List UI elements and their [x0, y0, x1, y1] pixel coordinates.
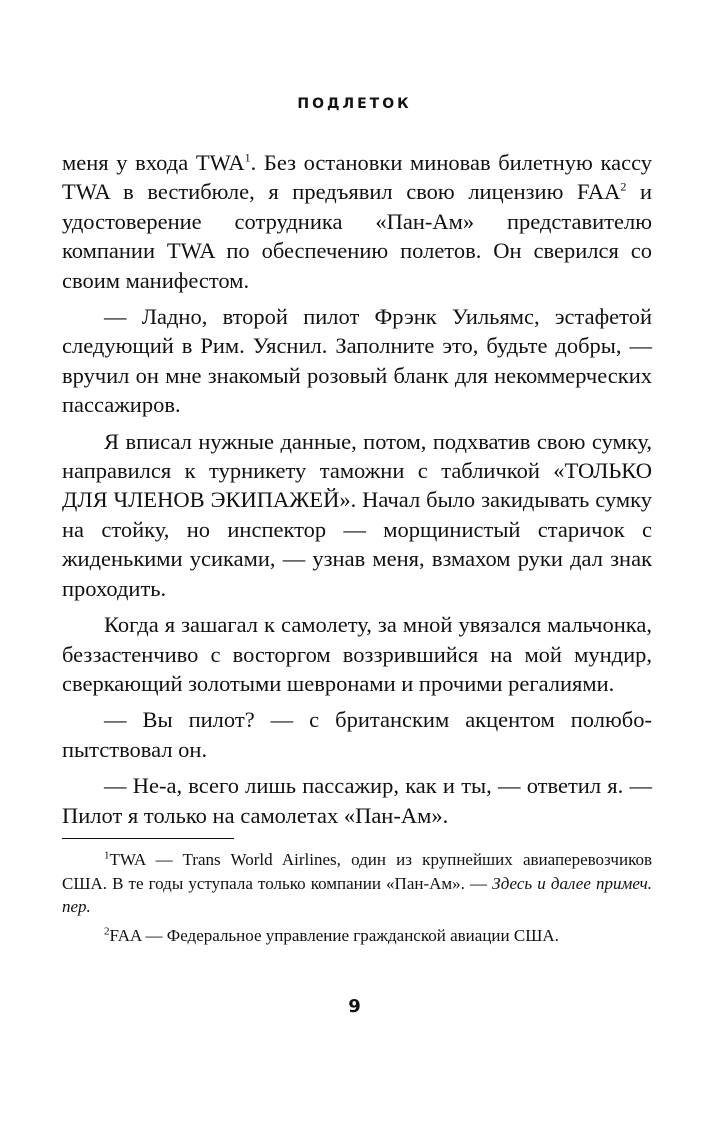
- footnote-2: [62, 924, 652, 948]
- paragraph-6: — Не-а, всего лишь пассажир, как и ты, — ответил я. — Пилот я только на самолетах «Пан-Ам».: [62, 773, 652, 828]
- footnote-2-mark: 2: [104, 924, 110, 937]
- paragraph-1: [62, 148, 652, 295]
- footnote-divider: [62, 838, 234, 839]
- paragraph-5: — Вы пилот? — с британским акцентом полюбопытствовал он.: [62, 707, 652, 762]
- running-head: ПОДЛЕТОК: [297, 96, 412, 112]
- paragraph-4: Когда я зашагал к самолету, за мной увязался мальчонка, беззастенчиво с восторгом воззрившийся на мой мундир, сверкающий золотыми шевронами и прочими регалиями.: [62, 612, 652, 696]
- paragraph-3: Я вписал нужные данные, потом, подхватив свою сумку, направился к турникету таможни с табличкой «ТОЛЬКО ДЛЯ ЧЛЕНОВ ЭКИПАЖЕЙ». Начал было закидывать сумку на стойку, но инспектор — морщинистый старичок с жиденькими усиками, — узнав меня, взмахом руки дал знак проходить.: [62, 428, 652, 601]
- footnote-1-note: Здесь и далее примеч. пер.: [62, 873, 652, 916]
- paragraph-2: — Ладно, второй пилот Фрэнк Уильямс, эстафетой следующий в Рим. Уяснил. Заполните это, будьте добры, — вручил он мне знакомый розовый бланк для некоммерческих пассажиров.: [62, 304, 652, 418]
- paragraph-1-part-a: меня у входа TWA: [62, 150, 245, 175]
- footnote-2-text: FAA — Федеральное управление гражданской авиации США.: [109, 925, 559, 945]
- footnote-1-text: TWA — Trans World Airlines, один из крупнейших авиаперевозчиков США. В те годы уступала только компании «Пан-Ам». —: [62, 850, 652, 893]
- paragraph-1-part-c: и удостоверение сотрудника «Пан-Ам» представителю компании TWA по обеспечению полетов. Он сверился со своим манифестом.: [62, 179, 653, 293]
- paragraph-1-part-b: . Без остановки миновав билетную кассу TWA в вестибюле, я предъявил свою лицензию FAA: [62, 150, 653, 205]
- footnote-1: [62, 848, 652, 919]
- footnotes: [62, 848, 652, 947]
- footnote-1-mark: 1: [104, 849, 110, 862]
- main-text: [62, 148, 652, 830]
- page-number: 9: [348, 996, 361, 1017]
- footnote-ref-1: 1: [244, 150, 251, 165]
- footnote-ref-2: 2: [620, 179, 627, 194]
